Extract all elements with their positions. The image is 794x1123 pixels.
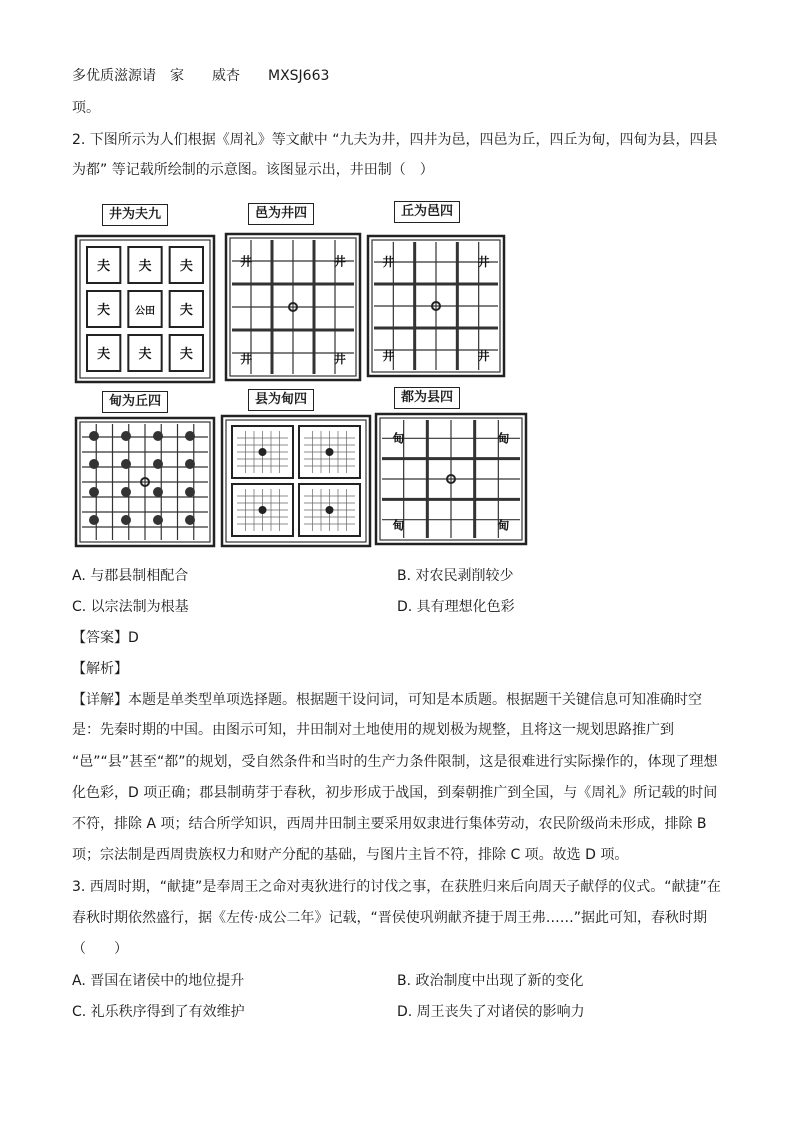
q2-analysis-label: 【解析】 bbox=[72, 661, 128, 677]
panel-title-6: 都为县四 bbox=[394, 387, 460, 409]
settlement-dot bbox=[121, 487, 131, 497]
settlement-dot bbox=[89, 515, 99, 525]
settlement-dot bbox=[153, 515, 163, 525]
corner-label: 甸 bbox=[392, 431, 405, 446]
q2-stem-line-1: 2. 下图所示为人们根据《周礼》等文献中 “九夫为井，四井为邑，四邑为丘，四丘为甸，四甸为县，四县 bbox=[72, 132, 718, 148]
diagram-panel bbox=[226, 234, 360, 380]
corner-label: 井 bbox=[477, 255, 490, 270]
q2-option-a: A. 与郡县制相配合 bbox=[72, 568, 189, 584]
settlement-dot bbox=[153, 459, 163, 469]
page-header: 多优质滋源请 家 威杏 MXSJ663 bbox=[72, 68, 330, 84]
field-label: 夫 bbox=[138, 347, 152, 362]
corner-label: 井 bbox=[477, 349, 490, 363]
q2-option-d: D. 具有理想化色彩 bbox=[397, 599, 515, 615]
center-dot bbox=[259, 448, 267, 456]
settlement-dot bbox=[185, 487, 195, 497]
q2-detail-line: “邑”“县”甚至“都”的规划，受自然条件和当时的生产力条件限制，这是很难进行实际操作的，体现了理想 bbox=[72, 754, 718, 770]
field-label: 夫 bbox=[97, 303, 111, 318]
corner-label: 井 bbox=[333, 254, 346, 269]
field-label: 夫 bbox=[138, 259, 152, 274]
panel-frame bbox=[222, 416, 370, 546]
settlement-dot bbox=[89, 459, 99, 469]
center-dot bbox=[259, 506, 267, 514]
carry-over-text: 项。 bbox=[72, 100, 100, 116]
corner-label: 甸 bbox=[392, 518, 405, 533]
diagram-panel bbox=[376, 414, 526, 544]
diagram-panel bbox=[76, 418, 214, 546]
settlement-dot bbox=[121, 515, 131, 525]
q2-detail-line: 不符，排除 A 项；结合所学知识，西周井田制主要采用奴隶进行集体劳动，农民阶级尚未形成，排除 B bbox=[72, 816, 707, 832]
field-label: 公田 bbox=[135, 306, 155, 317]
corner-label: 井 bbox=[382, 349, 395, 363]
diagram-panel bbox=[222, 416, 370, 546]
q2-detail-line: 【详解】本题是单类型单项选择题。根据题干设问词，可知是本质题。根据题干关键信息可知准确时空 bbox=[72, 692, 702, 708]
field-label: 夫 bbox=[179, 347, 193, 362]
diagram-panel bbox=[76, 236, 214, 382]
corner-label: 甸 bbox=[497, 518, 510, 533]
diagram-panel bbox=[368, 236, 504, 376]
q3-option-b: B. 政治制度中出现了新的变化 bbox=[397, 973, 584, 989]
corner-label: 井 bbox=[333, 352, 346, 367]
corner-label: 井 bbox=[240, 352, 253, 367]
field-label: 夫 bbox=[97, 259, 111, 274]
panel-title-3: 丘为邑四 bbox=[394, 201, 460, 223]
settlement-dot bbox=[89, 431, 99, 441]
settlement-dot bbox=[185, 459, 195, 469]
q3-stem-line-3: （ ） bbox=[72, 941, 128, 957]
q2-option-b: B. 对农民剥削较少 bbox=[397, 568, 514, 584]
q3-stem-line-1: 3. 西周时期，“献捷”是奉周王之命对夷狄进行的讨伐之事，在获胜归来后向周天子献俘的仪式。“献捷”在 bbox=[72, 879, 721, 895]
panel-title-1: 井为夫九 bbox=[102, 204, 168, 226]
panel-title-2: 邑为井四 bbox=[248, 203, 314, 225]
field-label: 夫 bbox=[97, 347, 111, 362]
q2-detail-line: 项；宗法制是西周贵族权力和财产分配的基础，与图片主旨不符，排除 C 项。故选 D 项。 bbox=[72, 847, 629, 863]
settlement-dot bbox=[121, 459, 131, 469]
center-dot bbox=[326, 448, 334, 456]
settlement-dot bbox=[89, 487, 99, 497]
corner-label: 井 bbox=[382, 255, 395, 270]
jingtian-diagram bbox=[72, 198, 532, 550]
panel-title-4: 甸为丘四 bbox=[102, 391, 168, 413]
settlement-dot bbox=[185, 431, 195, 441]
jingtian-diagram-svg bbox=[72, 198, 532, 550]
q2-detail-line: 化色彩，D 项正确；郡县制萌芽于春秋，初步形成于战国，到秦朝推广到全国，与《周礼》所记载的时间 bbox=[72, 785, 718, 801]
q3-option-d: D. 周王丧失了对诸侯的影响力 bbox=[397, 1004, 585, 1020]
settlement-dot bbox=[121, 431, 131, 441]
q3-option-a: A. 晋国在诸侯中的地位提升 bbox=[72, 973, 245, 989]
q2-stem-line-2: 为都” 等记载所绘制的示意图。该图显示出，井田制（ ） bbox=[72, 162, 434, 178]
corner-label: 井 bbox=[240, 254, 253, 269]
field-label: 夫 bbox=[179, 259, 193, 274]
q2-detail-line: 是：先秦时期的中国。由图示可知，井田制对土地使用的规划极为规整，且将这一规划思路推广到 bbox=[72, 722, 674, 738]
field-label: 夫 bbox=[179, 303, 193, 318]
q2-option-c: C. 以宗法制为根基 bbox=[72, 599, 189, 615]
settlement-dot bbox=[153, 487, 163, 497]
settlement-dot bbox=[153, 431, 163, 441]
center-dot bbox=[326, 506, 334, 514]
q2-answer: 【答案】D bbox=[72, 630, 139, 646]
q3-stem-line-2: 春秋时期依然盛行，据《左传·成公二年》记载，“晋侯使巩朔献齐捷于周王弗……”据此可知，春秋时期 bbox=[72, 910, 707, 926]
settlement-dot bbox=[185, 515, 195, 525]
panel-title-5: 县为甸四 bbox=[248, 389, 314, 411]
q3-option-c: C. 礼乐秩序得到了有效维护 bbox=[72, 1004, 245, 1020]
corner-label: 甸 bbox=[497, 431, 510, 446]
